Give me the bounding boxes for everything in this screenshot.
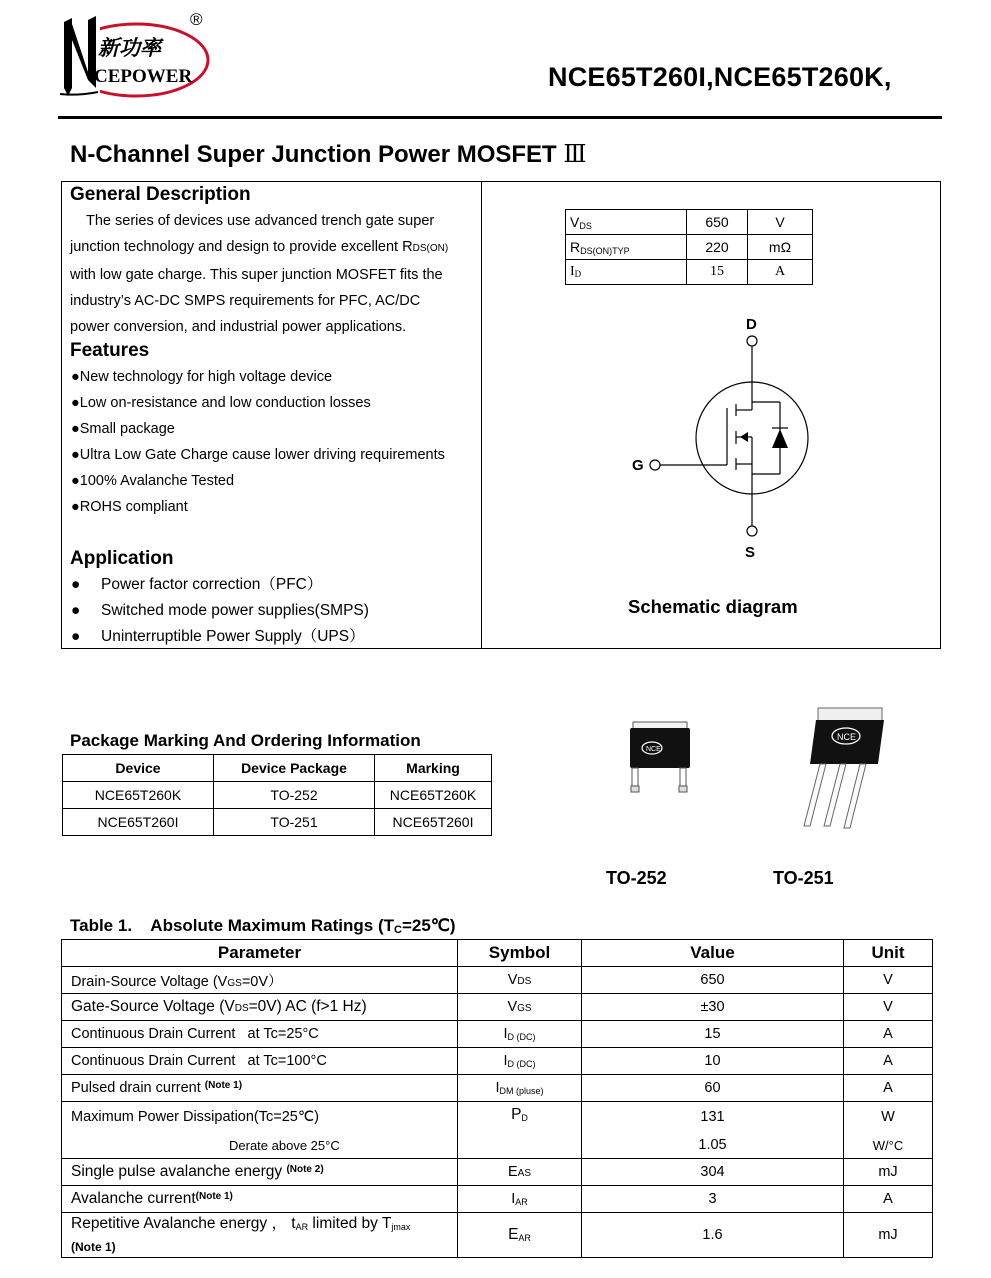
features-list [71,364,445,520]
spec-unit: V [748,210,813,235]
table-cell: NCE65T260I [375,809,492,836]
gd-line: power conversion, and industrial power applications. [70,319,407,335]
to252-package-image [620,716,700,800]
feature-item: ●100% Avalanche Tested [71,473,235,489]
header-divider [58,116,942,119]
table-cell: NCE65T260K [375,782,492,809]
table-row [62,967,933,994]
logo-brand-text: CEPOWER [94,66,193,87]
value-cell: 131 [582,1102,844,1133]
table-row [63,782,492,809]
symbol-cell: $P_D$ [458,1102,582,1133]
column-header: Parameter [62,940,458,967]
column-header: Value [582,940,844,967]
logo-chinese-text: 新功率 [98,37,161,60]
spec-value: 15 [687,260,748,285]
table-row [62,1186,933,1213]
value-cell: 10 [582,1048,844,1075]
spec-symbol: $V_{DS}$ [566,210,687,235]
param-cell: Avalanche current$^{(Note 1)}$ [62,1186,458,1213]
feature-item: ●ROHS compliant [71,499,188,515]
table-row [62,1048,933,1075]
column-header: Device Package [214,755,375,782]
features-heading: Features [70,340,150,361]
value-cell: 60 [582,1075,844,1102]
spec-symbol: $I_D$ [566,260,687,285]
absolute-max-ratings-table [61,939,933,1258]
table-row [62,1213,933,1258]
application-item: ● Uninterruptible Power Supply（UPS） [71,628,365,645]
value-cell: 1.6 [582,1213,844,1258]
source-terminal [747,526,757,536]
spec-value: 220 [687,235,748,260]
symbol-cell: VGS [458,994,582,1021]
gate-terminal [650,460,660,470]
nce-logo-text: NCE [646,746,661,753]
table-row [63,809,492,836]
table-header-row [63,755,492,782]
table-header-row [62,940,933,967]
param-cell: Single pulse avalanche energy $^{(Note 2)}$ [62,1159,458,1186]
param-cell: Drain-Source Voltage (VGS=0V） [62,967,458,994]
param-cell: Gate-Source Voltage (VDS=0V) AC (f>1 Hz) [62,994,458,1021]
package-label-to252: TO-252 [606,868,667,888]
column-header: Symbol [458,940,582,967]
feature-item: ●Low on-resistance and low conduction losses [71,395,371,411]
column-header: Marking [375,755,492,782]
param-cell: Pulsed drain current $^{(Note 1)}$ [62,1075,458,1102]
table-row [62,1021,933,1048]
param-cell: Repetitive Avalanche energy ， $t_{AR}$ limited by $T_{jmax}$ (Note 1) [62,1213,458,1258]
param-cell: Maximum Power Dissipation(Tc=25℃) [62,1102,458,1133]
gd-line: junction technology and design to provide excellent RDS(ON) [70,239,449,255]
symbol-cell: $I_{DM (pluse)}$ [458,1075,582,1102]
symbol-cell: $E_{AR}$ [458,1213,582,1258]
table-cell: TO-252 [214,782,375,809]
symbol-cell: $I_{AR}$ [458,1186,582,1213]
application-item: ● Switched mode power supplies(SMPS) [71,602,369,619]
drain-label: D [746,316,757,333]
unit-cell: mJ [844,1159,933,1186]
table-cell: NCE65T260K [63,782,214,809]
spec-row [566,210,813,235]
table-row [62,1132,933,1159]
package-marking-heading: Package Marking And Ordering Information [70,731,421,750]
unit-cell: mJ [844,1213,933,1258]
unit-cell: A [844,1075,933,1102]
key-spec-table [565,209,813,285]
table-row [62,1159,933,1186]
package-label-to251: TO-251 [773,868,834,888]
unit-cell: V [844,967,933,994]
value-cell: 1.05 [582,1132,844,1159]
feature-item: ●Ultra Low Gate Charge cause lower driving requirements [71,447,445,463]
param-cell: Derate above 25°C [62,1132,458,1159]
package-marking-table [62,754,492,836]
unit-cell: V [844,994,933,1021]
value-cell: 3 [582,1186,844,1213]
title-generation: Ⅲ [563,140,587,168]
application-heading: Application [70,548,174,569]
value-cell: 650 [582,967,844,994]
mosfet-schematic-symbol [620,308,820,568]
param-cell: Continuous Drain Current at Tc=100°C [62,1048,458,1075]
application-item: ● Power factor correction（PFC） [71,576,323,593]
unit-cell: W/°C [844,1132,933,1159]
title-bold: N-Channel [70,141,190,168]
table-row [62,1102,933,1133]
symbol-cell: $I_{D (DC)}$ [458,1048,582,1075]
part-number-title: NCE65T260I,NCE65T260K, [548,62,892,92]
to251-package-image [798,706,888,832]
value-cell: 304 [582,1159,844,1186]
column-header: Device [63,755,214,782]
spec-row [566,235,813,260]
symbol-cell: $I_{D (DC)}$ [458,1021,582,1048]
value-cell: ±30 [582,994,844,1021]
overview-divider [481,181,482,649]
table1-caption: Table 1. Absolute Maximum Ratings $(T_C=25℃)$ [70,916,456,936]
gate-label: G [632,457,644,474]
unit-cell: A [844,1021,933,1048]
title-rest: Super Junction Power MOSFET [190,141,557,168]
unit-cell: A [844,1186,933,1213]
source-label: S [745,544,756,561]
table-row [62,1075,933,1102]
body-diode [772,429,788,448]
spec-unit: A [748,260,813,285]
drain-terminal [747,336,757,346]
feature-item: ●New technology for high voltage device [71,369,333,385]
application-list [71,572,369,650]
symbol-cell: VDS [458,967,582,994]
registered-mark: ® [190,10,203,29]
table-cell: NCE65T260I [63,809,214,836]
unit-cell: W [844,1102,933,1133]
spec-symbol: $R_{DS(ON)TYP}$ [566,235,687,260]
spec-unit: mΩ [748,235,813,260]
general-description-text [70,208,473,340]
param-cell: Continuous Drain Current at Tc=25°C [62,1021,458,1048]
symbol-cell: EAS [458,1159,582,1186]
schematic-caption: Schematic diagram [628,596,798,617]
gd-line: industry’s AC-DC SMPS requirements for PFC, AC/DC [70,293,421,309]
value-cell: 15 [582,1021,844,1048]
page-title [70,140,587,169]
spec-row [566,260,813,285]
gd-line: The series of devices use advanced trench gate super [86,213,435,229]
nce-logo-text: NCE [837,732,857,742]
feature-item: ●Small package [71,421,175,437]
general-description-heading: General Description [70,184,251,205]
table-cell: TO-251 [214,809,375,836]
channel-arrow [740,432,748,442]
unit-cell: A [844,1048,933,1075]
column-header: Unit [844,940,933,967]
gd-line: with low gate charge. This super junction MOSFET fits the [70,267,443,283]
spec-value: 650 [687,210,748,235]
table-row [62,994,933,1021]
symbol-cell [458,1132,582,1159]
